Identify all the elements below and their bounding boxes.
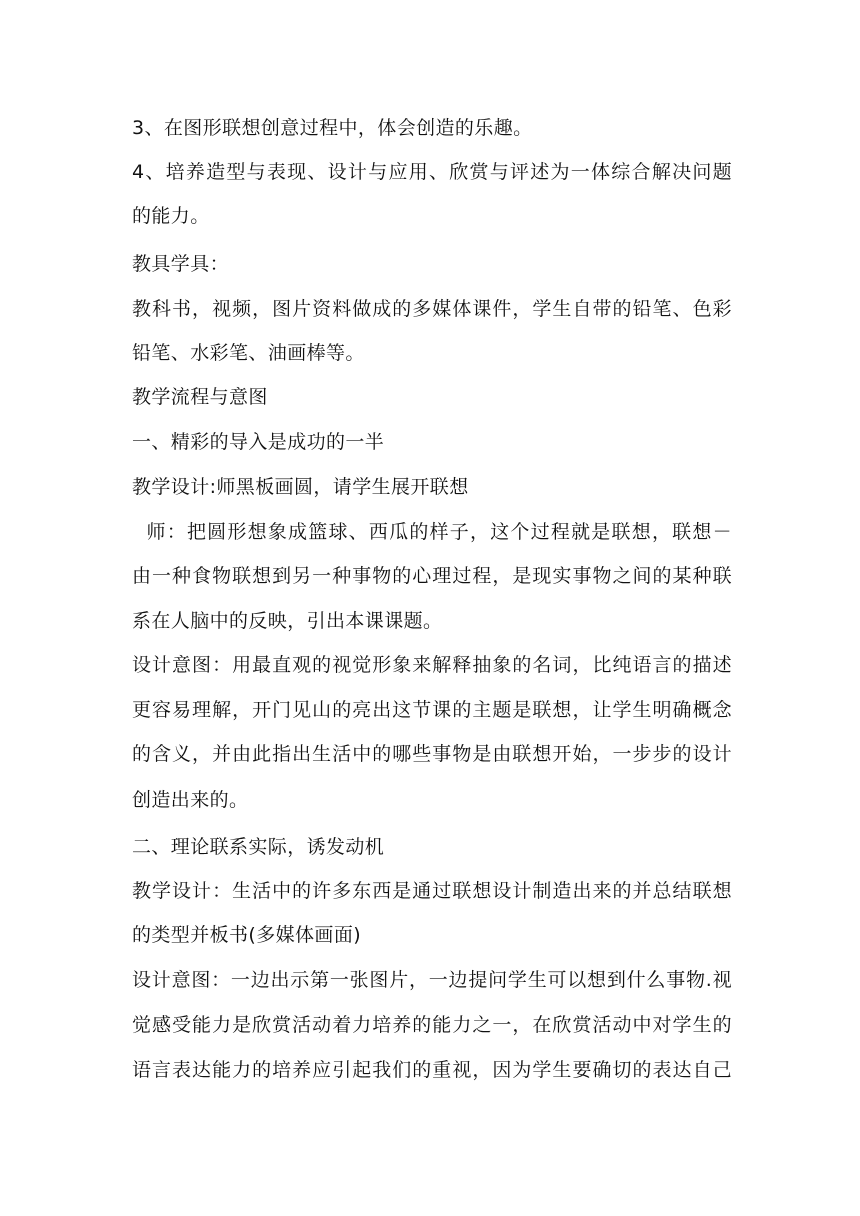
text-line: 铅笔、水彩笔、油画棒等。 (132, 342, 365, 364)
text-line: 由一种食物联想到另一种事物的心理过程，是现实事物之间的某种联 (132, 565, 732, 587)
text-line: 4、培养造型与表现、设计与应用、欣赏与评述为一体综合解决问题 (132, 161, 732, 183)
text-line: 更容易理解，开门见山的亮出这节课的主题是联想，让学生明确概念 (132, 699, 732, 721)
text-line: 创造出来的。 (132, 789, 249, 811)
text-line: 教学设计：生活中的许多东西是通过联想设计制造出来的并总结联想 (132, 880, 732, 902)
text-line: 的含义，并由此指出生活中的哪些事物是由联想开始，一步步的设计 (132, 743, 732, 765)
text-line: 系在人脑中的反映，引出本课课题。 (132, 610, 443, 632)
text-line: 的类型并板书(多媒体画面) (132, 924, 362, 946)
text-line: 的能力。 (132, 205, 210, 227)
text-line: 二、理论联系实际，诱发动机 (132, 836, 385, 858)
text-line: 设计意图：用最直观的视觉形象来解释抽象的名词，比纯语言的描述 (132, 654, 732, 676)
text-line: 3、在图形联想创意过程中，体会创造的乐趣。 (132, 117, 533, 139)
text-line: 语言表达能力的培养应引起我们的重视，因为学生要确切的表达自己 (132, 1059, 732, 1081)
text-line: 师：把圆形想象成篮球、西瓜的样子，这个过程就是联想，联想－ (132, 521, 732, 543)
text-line: 教学设计:师黑板画圆，请学生展开联想 (132, 476, 469, 498)
text-line: 觉感受能力是欣赏活动着力培养的能力之一，在欣赏活动中对学生的 (132, 1014, 732, 1036)
text-line: 设计意图：一边出示第一张图片，一边提问学生可以想到什么事物.视 (132, 969, 732, 991)
text-line: 教科书，视频，图片资料做成的多媒体课件，学生自带的铅笔、色彩 (132, 298, 732, 320)
text-line: 教具学具： (132, 253, 230, 275)
text-line: 一、精彩的导入是成功的一半 (132, 431, 385, 453)
text-line: 教学流程与意图 (132, 386, 268, 408)
